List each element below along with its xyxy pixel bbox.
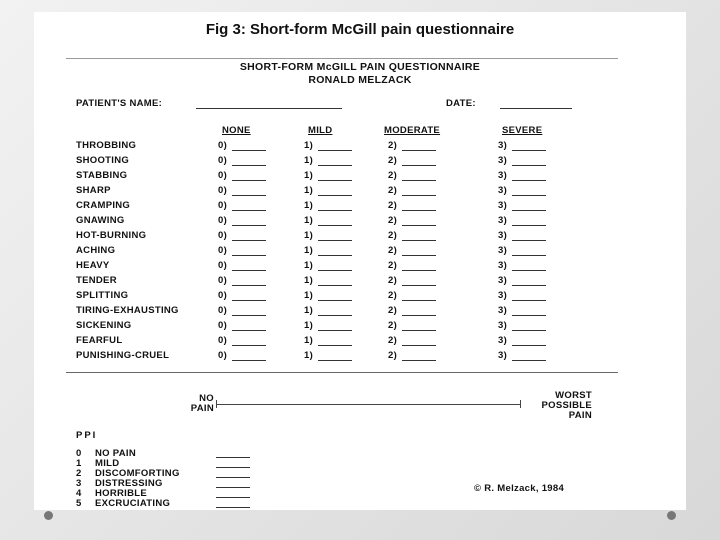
ppi-label: PPI — [76, 430, 98, 441]
ppi-number: 4 — [76, 488, 82, 499]
column-header-severe: SEVERE — [502, 125, 543, 136]
patient-name-label: PATIENT'S NAME: — [76, 98, 163, 109]
ppi-field[interactable] — [216, 457, 250, 458]
score-label: 3) — [498, 155, 508, 166]
score-label: 3) — [498, 335, 508, 346]
ppi-field[interactable] — [216, 487, 250, 488]
descriptor-label: THROBBING — [76, 140, 137, 151]
score-field[interactable] — [402, 315, 436, 316]
score-field[interactable] — [512, 180, 546, 181]
score-field[interactable] — [318, 165, 352, 166]
score-label: 1) — [304, 215, 314, 226]
ppi-field[interactable] — [216, 497, 250, 498]
score-field[interactable] — [232, 195, 266, 196]
score-label: 3) — [498, 230, 508, 241]
descriptor-label: HOT-BURNING — [76, 230, 147, 241]
score-label: 2) — [388, 260, 398, 271]
score-field[interactable] — [232, 180, 266, 181]
score-label: 1) — [304, 290, 314, 301]
score-field[interactable] — [402, 255, 436, 256]
ppi-number: 0 — [76, 448, 82, 459]
score-label: 2) — [388, 140, 398, 151]
score-field[interactable] — [402, 345, 436, 346]
score-label: 0) — [218, 185, 228, 196]
score-label: 0) — [218, 170, 228, 181]
slide-dot — [667, 511, 676, 520]
score-field[interactable] — [232, 345, 266, 346]
ppi-item: HORRIBLE — [95, 488, 148, 499]
figure-title: Fig 3: Short-form McGill pain questionnaire — [205, 21, 515, 38]
score-label: 2) — [388, 170, 398, 181]
divider — [66, 372, 618, 373]
score-label: 1) — [304, 305, 314, 316]
copyright: © R. Melzack, 1984 — [474, 483, 565, 494]
vas-line[interactable] — [216, 404, 520, 405]
score-field[interactable] — [318, 330, 352, 331]
score-label: 0) — [218, 260, 228, 271]
score-label: 1) — [304, 185, 314, 196]
score-field[interactable] — [402, 225, 436, 226]
score-label: 3) — [498, 260, 508, 271]
score-field[interactable] — [402, 165, 436, 166]
descriptor-label: TIRING-EXHAUSTING — [76, 305, 179, 316]
score-field[interactable] — [512, 270, 546, 271]
score-label: 1) — [304, 275, 314, 286]
score-field[interactable] — [402, 330, 436, 331]
score-label: 1) — [304, 260, 314, 271]
score-label: 3) — [498, 200, 508, 211]
score-label: 3) — [498, 320, 508, 331]
score-label: 0) — [218, 245, 228, 256]
score-field[interactable] — [318, 300, 352, 301]
vas-left-label: NO PAIN — [190, 393, 214, 414]
score-label: 0) — [218, 320, 228, 331]
ppi-number: 2 — [76, 468, 82, 479]
score-field[interactable] — [512, 240, 546, 241]
patient-name-field[interactable] — [196, 108, 342, 109]
score-label: 2) — [388, 335, 398, 346]
descriptor-label: HEAVY — [76, 260, 110, 271]
score-field[interactable] — [402, 240, 436, 241]
score-label: 0) — [218, 155, 228, 166]
score-field[interactable] — [512, 330, 546, 331]
score-field[interactable] — [232, 360, 266, 361]
author: RONALD MELZACK — [308, 74, 412, 86]
date-label: DATE: — [446, 98, 476, 109]
score-field[interactable] — [232, 225, 266, 226]
score-label: 2) — [388, 185, 398, 196]
score-label: 2) — [388, 305, 398, 316]
score-label: 1) — [304, 155, 314, 166]
score-field[interactable] — [318, 285, 352, 286]
score-label: 0) — [218, 140, 228, 151]
score-field[interactable] — [232, 150, 266, 151]
ppi-field[interactable] — [216, 477, 250, 478]
date-field[interactable] — [500, 108, 572, 109]
score-field[interactable] — [512, 255, 546, 256]
score-label: 2) — [388, 290, 398, 301]
score-field[interactable] — [232, 270, 266, 271]
ppi-number: 5 — [76, 498, 82, 509]
ppi-item: DISTRESSING — [95, 478, 163, 489]
score-label: 3) — [498, 275, 508, 286]
score-field[interactable] — [318, 345, 352, 346]
score-label: 2) — [388, 155, 398, 166]
score-field[interactable] — [512, 210, 546, 211]
ppi-field[interactable] — [216, 507, 250, 508]
ppi-field[interactable] — [216, 467, 250, 468]
score-field[interactable] — [232, 315, 266, 316]
score-field[interactable] — [512, 315, 546, 316]
score-field[interactable] — [318, 360, 352, 361]
score-field[interactable] — [512, 165, 546, 166]
form-title: SHORT-FORM McGILL PAIN QUESTIONNAIRE — [239, 61, 481, 73]
score-field[interactable] — [318, 255, 352, 256]
score-field[interactable] — [232, 240, 266, 241]
score-label: 0) — [218, 275, 228, 286]
score-field[interactable] — [318, 180, 352, 181]
questionnaire-page — [34, 12, 686, 510]
score-label: 1) — [304, 230, 314, 241]
score-label: 2) — [388, 200, 398, 211]
ppi-item: EXCRUCIATING — [95, 498, 171, 509]
score-field[interactable] — [512, 285, 546, 286]
score-field[interactable] — [512, 150, 546, 151]
descriptor-label: GNAWING — [76, 215, 125, 226]
score-label: 1) — [304, 350, 314, 361]
score-label: 0) — [218, 230, 228, 241]
score-label: 3) — [498, 215, 508, 226]
column-header-moderate: MODERATE — [384, 125, 441, 136]
score-label: 2) — [388, 215, 398, 226]
vas-right-label: WORST POSSIBLE PAIN — [541, 390, 592, 421]
score-field[interactable] — [318, 210, 352, 211]
score-label: 3) — [498, 290, 508, 301]
score-field[interactable] — [402, 180, 436, 181]
descriptor-label: FEARFUL — [76, 335, 123, 346]
score-field[interactable] — [232, 210, 266, 211]
score-field[interactable] — [402, 210, 436, 211]
descriptor-label: ACHING — [76, 245, 116, 256]
score-field[interactable] — [512, 360, 546, 361]
score-label: 0) — [218, 305, 228, 316]
score-field[interactable] — [318, 150, 352, 151]
score-field[interactable] — [318, 225, 352, 226]
descriptor-label: PUNISHING-CRUEL — [76, 350, 170, 361]
score-field[interactable] — [512, 345, 546, 346]
score-field[interactable] — [232, 330, 266, 331]
column-header-none: NONE — [222, 125, 251, 136]
score-field[interactable] — [318, 315, 352, 316]
score-label: 3) — [498, 170, 508, 181]
descriptor-label: SHOOTING — [76, 155, 130, 166]
score-field[interactable] — [402, 300, 436, 301]
score-field[interactable] — [318, 195, 352, 196]
score-field[interactable] — [512, 195, 546, 196]
score-label: 1) — [304, 320, 314, 331]
score-field[interactable] — [232, 300, 266, 301]
ppi-item: NO PAIN — [95, 448, 136, 459]
score-label: 0) — [218, 200, 228, 211]
descriptor-label: STABBING — [76, 170, 128, 181]
score-label: 1) — [304, 245, 314, 256]
ppi-number: 3 — [76, 478, 82, 489]
score-label: 0) — [218, 215, 228, 226]
score-label: 3) — [498, 185, 508, 196]
descriptor-label: SPLITTING — [76, 290, 129, 301]
score-label: 2) — [388, 230, 398, 241]
score-label: 2) — [388, 320, 398, 331]
score-field[interactable] — [232, 255, 266, 256]
column-header-mild: MILD — [308, 125, 333, 136]
divider — [66, 58, 618, 59]
score-field[interactable] — [402, 270, 436, 271]
score-field[interactable] — [512, 225, 546, 226]
ppi-item: MILD — [95, 458, 120, 469]
score-label: 2) — [388, 275, 398, 286]
slide-dot — [44, 511, 53, 520]
score-label: 0) — [218, 350, 228, 361]
score-label: 1) — [304, 170, 314, 181]
score-label: 3) — [498, 245, 508, 256]
score-field[interactable] — [318, 240, 352, 241]
score-label: 3) — [498, 140, 508, 151]
score-field[interactable] — [402, 150, 436, 151]
descriptor-label: SHARP — [76, 185, 111, 196]
score-label: 2) — [388, 245, 398, 256]
score-label: 0) — [218, 335, 228, 346]
score-field[interactable] — [402, 195, 436, 196]
score-label: 3) — [498, 350, 508, 361]
score-label: 2) — [388, 350, 398, 361]
score-field[interactable] — [318, 270, 352, 271]
score-label: 1) — [304, 335, 314, 346]
descriptor-label: TENDER — [76, 275, 117, 286]
ppi-number: 1 — [76, 458, 82, 469]
score-label: 1) — [304, 140, 314, 151]
score-field[interactable] — [402, 360, 436, 361]
score-field[interactable] — [232, 285, 266, 286]
ppi-item: DISCOMFORTING — [95, 468, 180, 479]
score-field[interactable] — [402, 285, 436, 286]
descriptor-label: CRAMPING — [76, 200, 131, 211]
score-label: 3) — [498, 305, 508, 316]
score-label: 0) — [218, 290, 228, 301]
score-label: 1) — [304, 200, 314, 211]
descriptor-label: SICKENING — [76, 320, 132, 331]
score-field[interactable] — [232, 165, 266, 166]
score-field[interactable] — [512, 300, 546, 301]
